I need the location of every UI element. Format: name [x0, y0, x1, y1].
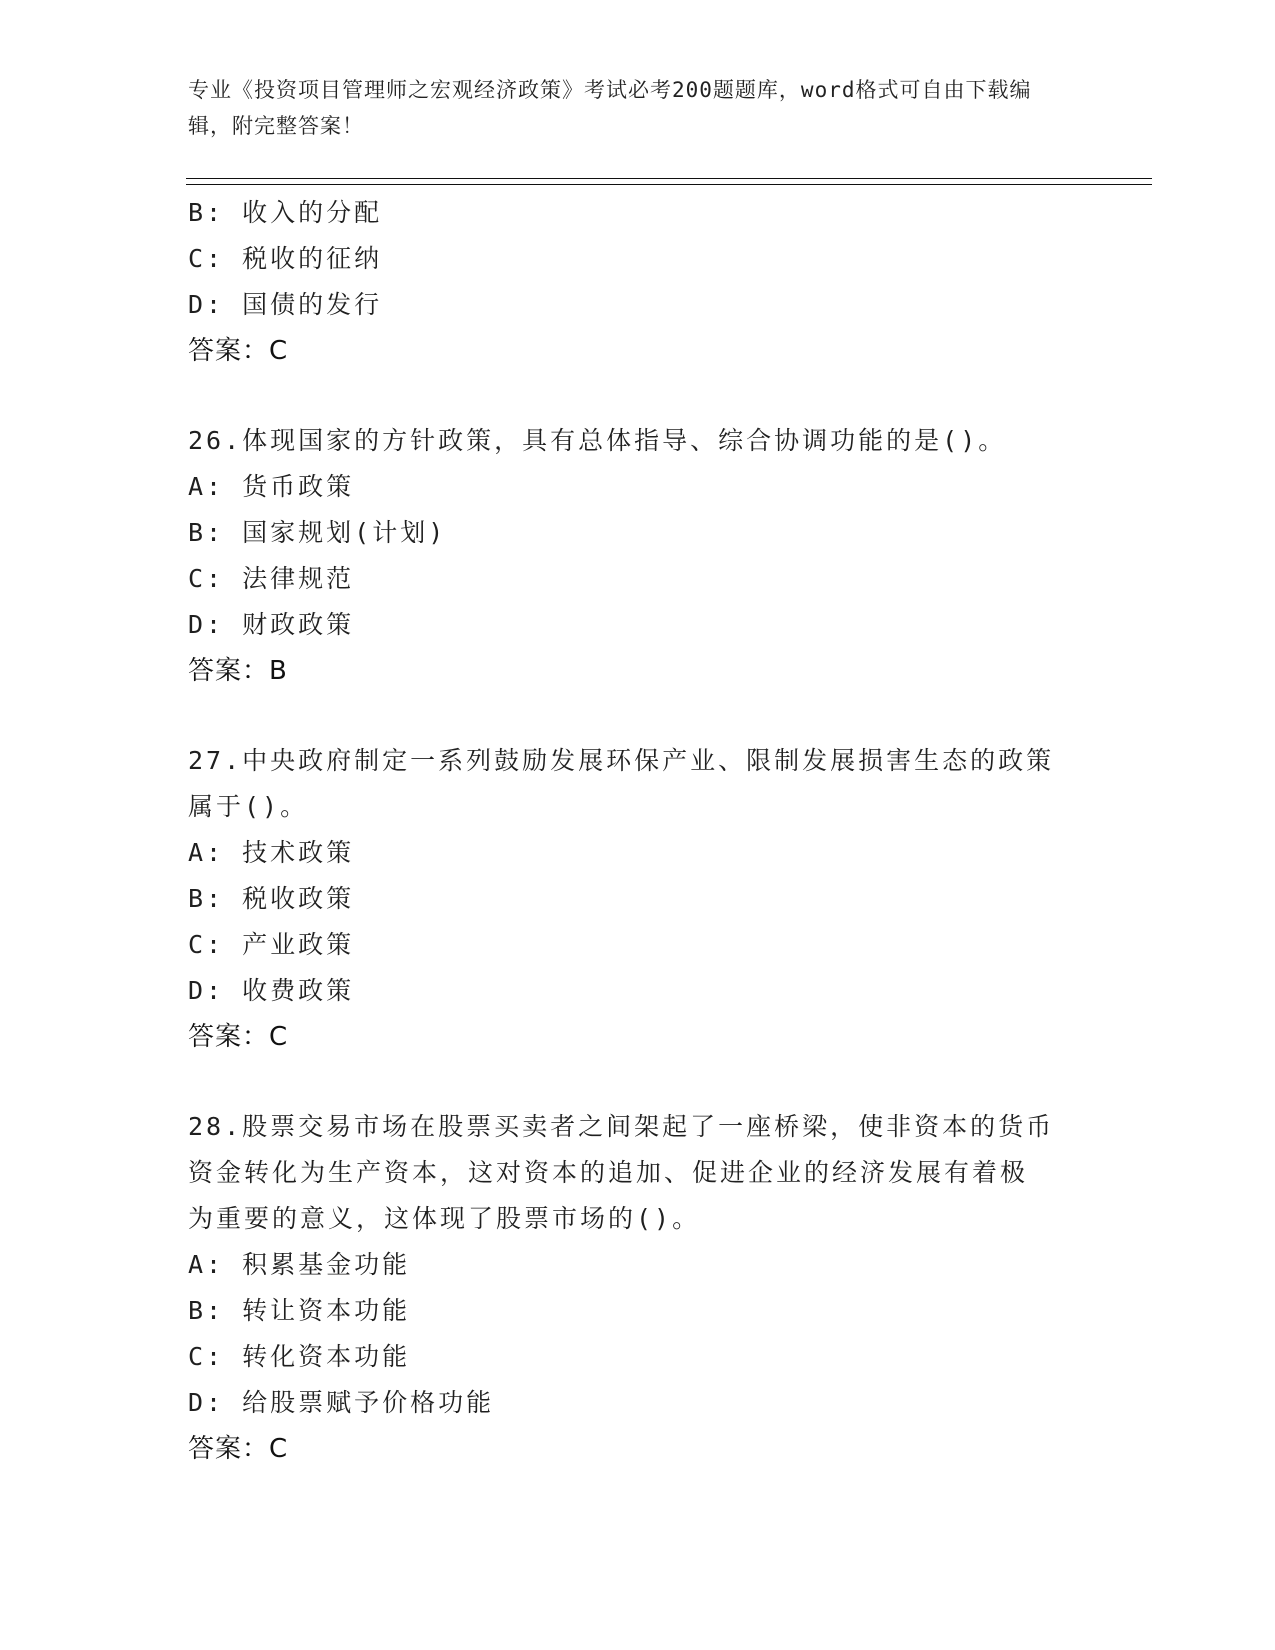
option-d: D: 财政政策	[188, 610, 355, 639]
option-c: C: 产业政策	[188, 930, 355, 959]
question-28	[188, 1104, 1088, 1472]
question-text-line-1: 28.股票交易市场在股票买卖者之间架起了一座桥梁，使非资本的货币	[188, 1112, 1055, 1141]
question-26	[188, 418, 1088, 694]
answer: 答案：C	[188, 1022, 289, 1052]
question-27	[188, 738, 1088, 1060]
option-c: C: 转化资本功能	[188, 1342, 411, 1371]
question-text-line-3: 为重要的意义，这体现了股票市场的()。	[188, 1204, 701, 1233]
question-text-line-2: 属于()。	[188, 792, 309, 821]
option-a: A: 技术政策	[188, 838, 355, 867]
answer: 答案：C	[188, 336, 289, 366]
option-c: C: 法律规范	[188, 564, 355, 593]
option-c: C: 税收的征纳	[188, 244, 383, 273]
option-a: A: 积累基金功能	[188, 1250, 411, 1279]
question-text-line-2: 资金转化为生产资本，这对资本的追加、促进企业的经济发展有着极	[188, 1158, 1029, 1187]
option-b: B: 税收政策	[188, 884, 355, 913]
header-rule-top	[186, 178, 1152, 179]
answer: 答案：C	[188, 1434, 289, 1464]
page-header: 专业《投资项目管理师之宏观经济政策》考试必考200题题库，word格式可自由下载编辑，附完整答案！	[188, 78, 1032, 138]
option-d: D: 收费政策	[188, 976, 355, 1005]
header-rule-bottom	[186, 184, 1152, 185]
option-d: D: 给股票赋予价格功能	[188, 1388, 495, 1417]
option-b: B: 国家规划(计划)	[188, 518, 447, 547]
option-d: D: 国债的发行	[188, 290, 383, 319]
question-text-line-1: 27.中央政府制定一系列鼓励发展环保产业、限制发展损害生态的政策	[188, 746, 1055, 775]
option-a: A: 货币政策	[188, 472, 355, 501]
document-content	[188, 190, 1088, 1472]
answer: 答案：B	[188, 656, 288, 686]
option-b: B: 收入的分配	[188, 198, 383, 227]
question-25-continued	[188, 190, 1088, 374]
question-text: 26.体现国家的方针政策，具有总体指导、综合协调功能的是()。	[188, 426, 1007, 455]
option-b: B: 转让资本功能	[188, 1296, 411, 1325]
